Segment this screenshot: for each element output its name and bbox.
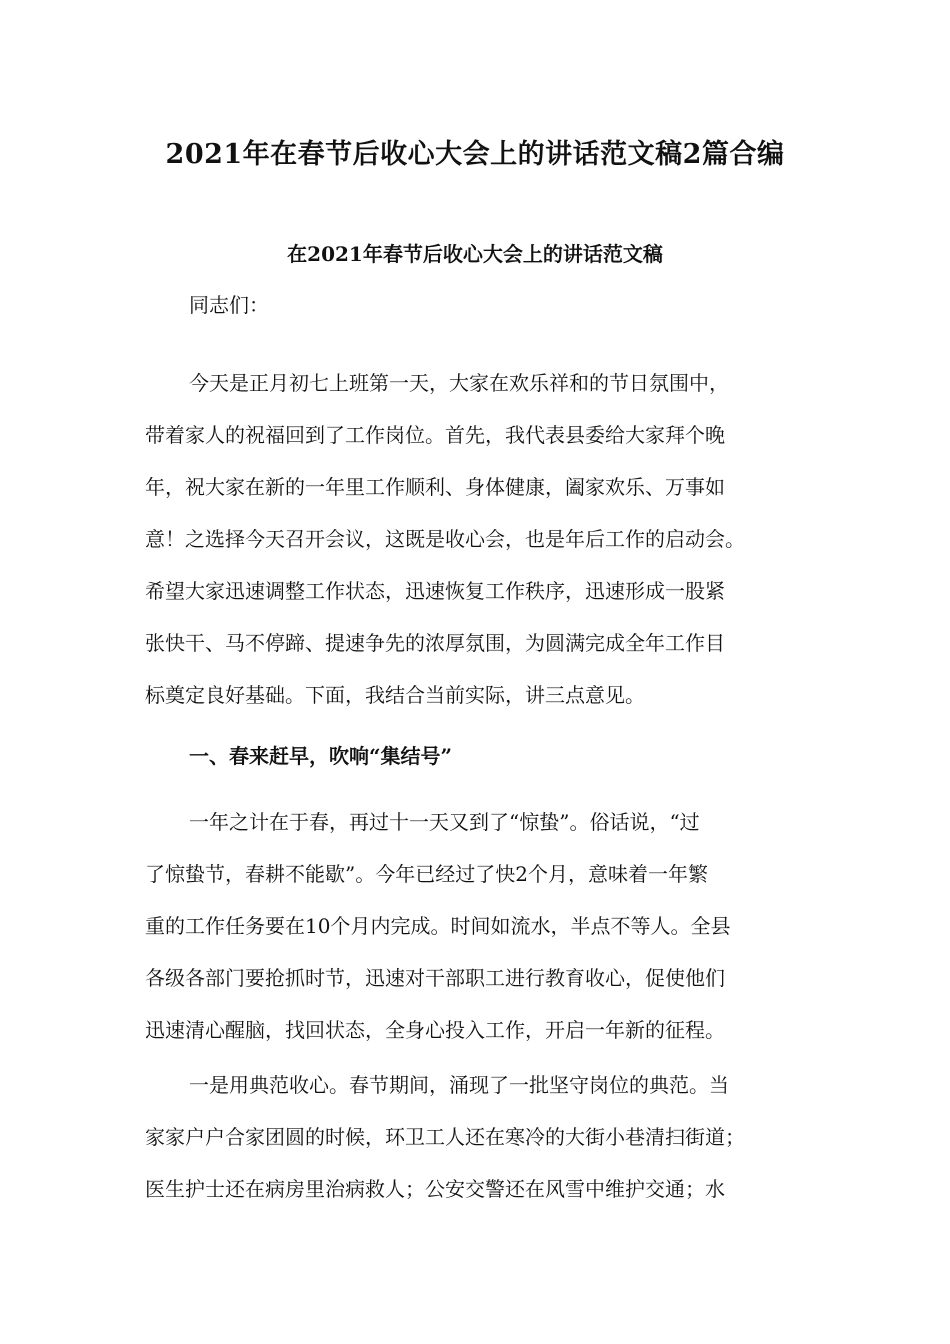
paragraph-line: 一是用典范收心。春节期间，涌现了一批坚守岗位的典范。当 xyxy=(189,1073,729,1097)
paragraph-line: 张快干、马不停蹄、提速争先的浓厚氛围，为圆满完成全年工作目 xyxy=(145,631,725,655)
paragraph-line: 意！之选择今天召开会议，这既是收心会，也是年后工作的启动会。 xyxy=(145,527,745,551)
paragraph-line: 各级各部门要抢抓时节，迅速对干部职工进行教育收心，促使他们 xyxy=(145,966,725,990)
salutation: 同志们： xyxy=(189,293,269,317)
paragraph-line: 希望大家迅速调整工作状态，迅速恢复工作秩序，迅速形成一股紧 xyxy=(145,579,725,603)
paragraph-point-one xyxy=(145,1059,825,1215)
paragraph-line: 标奠定良好基础。下面，我结合当前实际，讲三点意见。 xyxy=(145,683,645,707)
paragraph-line: 医生护士还在病房里治病救人；公安交警还在风雪中维护交通；水 xyxy=(145,1177,725,1201)
speech-subtitle: 在2021年春节后收心大会上的讲话范文稿 xyxy=(287,242,663,266)
section-heading: 一、春来赶早，吹响“集结号” xyxy=(189,744,453,768)
salutation-block xyxy=(145,279,825,331)
paragraph-line: 了惊蛰节，春耕不能歇”。今年已经过了快2个月，意味着一年繁 xyxy=(145,862,708,886)
paragraph-line: 带着家人的祝福回到了工作岗位。首先，我代表县委给大家拜个晚 xyxy=(145,423,725,447)
paragraph-line: 迅速清心醒脑，找回状态，全身心投入工作，开启一年新的征程。 xyxy=(145,1018,725,1042)
paragraph-line: 重的工作任务要在10个月内完成。时间如流水，半点不等人。全县 xyxy=(145,914,731,938)
paragraph-opening xyxy=(145,357,825,721)
document-title: 2021年在春节后收心大会上的讲话范文稿2篇合编 xyxy=(165,139,785,170)
paragraph-line: 年，祝大家在新的一年里工作顺利、身体健康，阖家欢乐、万事如 xyxy=(145,475,725,499)
paragraph-line: 一年之计在于春，再过十一天又到了“惊蛰”。俗话说，“过 xyxy=(189,810,700,834)
paragraph-section-one xyxy=(145,796,825,1056)
section-heading-block xyxy=(145,730,825,782)
paragraph-line: 今天是正月初七上班第一天，大家在欢乐祥和的节日氛围中， xyxy=(189,371,729,395)
paragraph-line: 家家户户合家团圆的时候，环卫工人还在寒冷的大街小巷清扫街道； xyxy=(145,1125,745,1149)
